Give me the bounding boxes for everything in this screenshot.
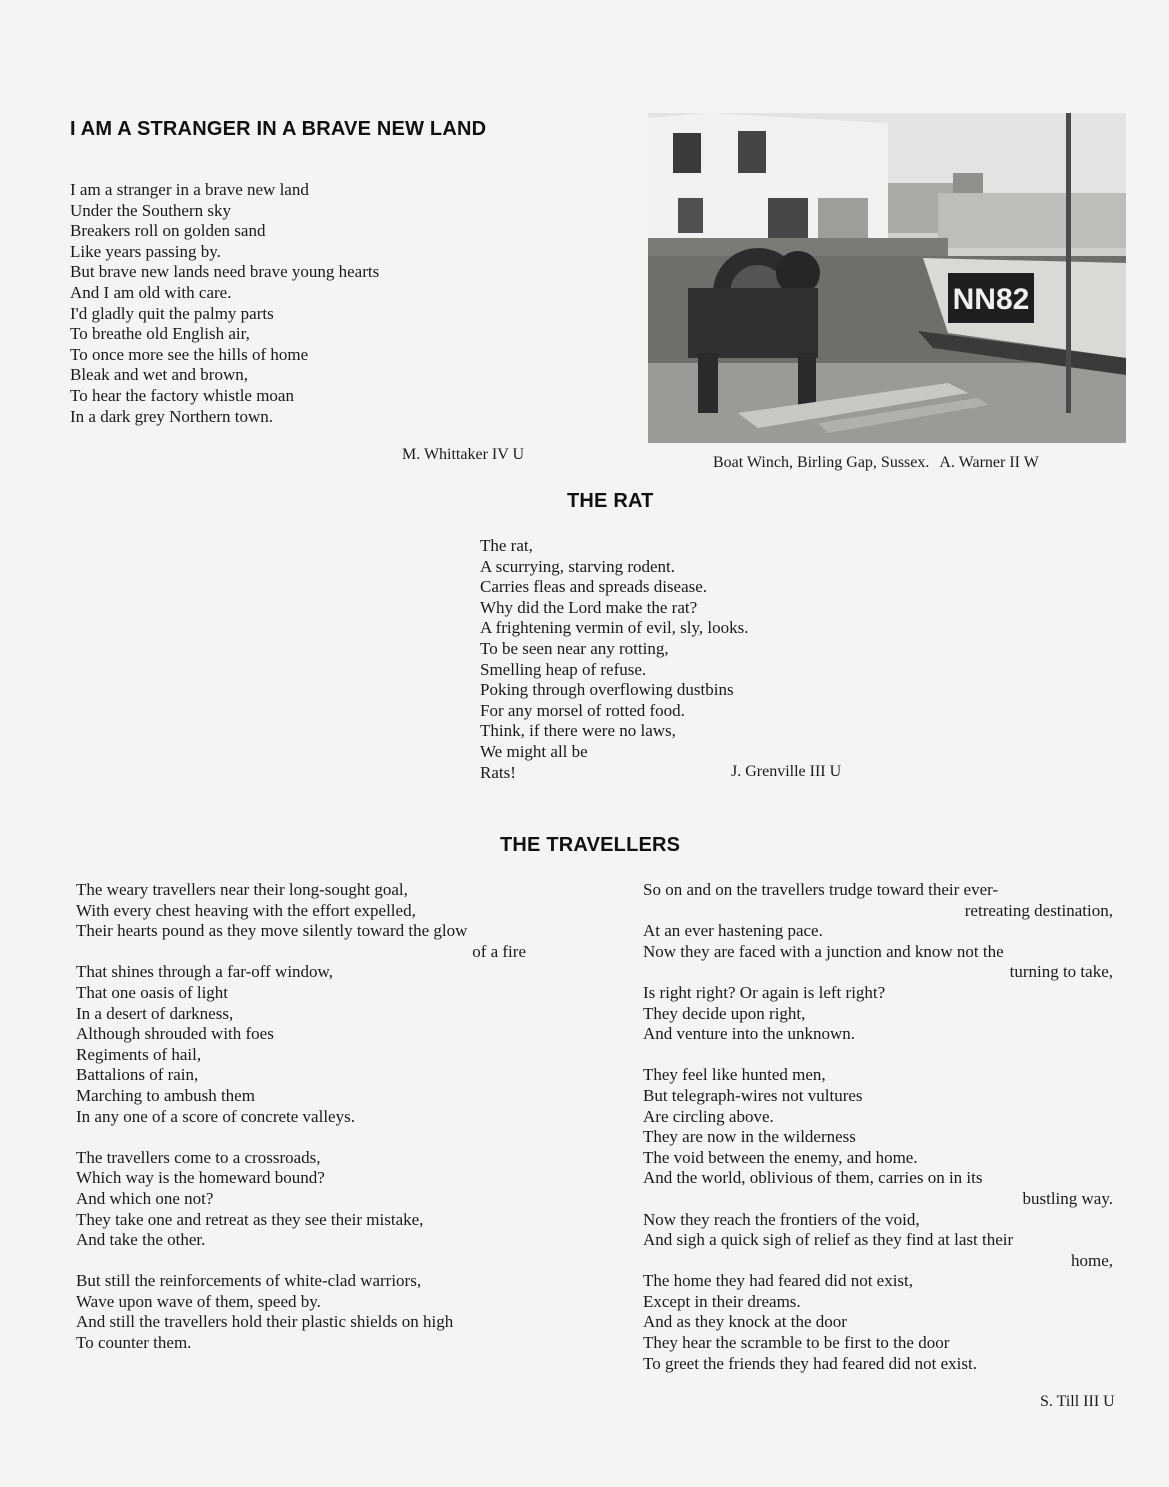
- poem-line: To greet the friends they had feared did not exist.: [643, 1353, 977, 1373]
- poem-line: Which way is the homeward bound?: [76, 1168, 325, 1188]
- poem-line: They decide upon right,: [643, 1003, 806, 1023]
- poem-line: They are now in the wilderness: [643, 1127, 856, 1147]
- poem-line: The weary travellers near their long-sought goal,: [76, 880, 408, 899]
- stanza-break: [643, 1045, 1113, 1066]
- poem-line: Poking through overflowing dustbins: [480, 680, 734, 700]
- poem-line: That one oasis of light: [76, 982, 229, 1002]
- poem-title-stranger: I AM A STRANGER IN A BRAVE NEW LAND: [70, 118, 487, 140]
- poem-line: I'd gladly quit the palmy parts: [70, 303, 274, 323]
- poem-line: A scurrying, starving rodent.: [480, 556, 675, 576]
- poem-line: To once more see the hills of home: [70, 344, 309, 364]
- poem-line: And the world, oblivious of them, carries on in its: [643, 1168, 983, 1188]
- poem-line: They feel like hunted men,: [643, 1065, 826, 1085]
- stanza-break: [76, 1127, 526, 1148]
- poem-line: Battalions of rain,: [76, 1065, 199, 1085]
- poem-line: Smelling heap of refuse.: [480, 659, 647, 679]
- poem-line-continuation: retreating destination,: [964, 900, 1113, 920]
- poem-body-stranger: [70, 180, 470, 427]
- poem-line: Under the Southern sky: [70, 200, 232, 220]
- poem-line: And venture into the unknown.: [643, 1024, 855, 1044]
- photo-caption-text: Boat Winch, Birling Gap, Sussex.: [713, 454, 930, 471]
- photo-illustration: [648, 113, 1126, 443]
- poem-line: And still the travellers hold their plastic shields on high: [76, 1312, 454, 1332]
- poem-line: But brave new lands need brave young hearts: [70, 262, 380, 282]
- poem-line: So on and on the travellers trudge toward their ever-: [643, 880, 999, 899]
- poem-line: Breakers roll on golden sand: [70, 221, 266, 241]
- poem-line: Wave upon wave of them, speed by.: [76, 1291, 321, 1311]
- poem-body-travellers-left: [76, 880, 526, 1354]
- poem-line: Their hearts pound as they move silently toward the glow: [76, 921, 468, 941]
- poem-line: I am a stranger in a brave new land: [70, 180, 309, 199]
- poem-line-continuation: home,: [1070, 1250, 1113, 1270]
- poem-line: In a desert of darkness,: [76, 1003, 234, 1023]
- poem-line-continuation: bustling way.: [1022, 1188, 1113, 1208]
- poem-line: Regiments of hail,: [76, 1044, 202, 1064]
- poem-line: The rat,: [480, 536, 533, 555]
- poem-line: Although shrouded with foes: [76, 1024, 274, 1044]
- poem-line: Except in their dreams.: [643, 1291, 801, 1311]
- poem-line: And as they knock at the door: [643, 1312, 847, 1332]
- poem-title-rat: THE RAT: [567, 490, 654, 512]
- poem-line: Is right right? Or again is left right?: [643, 982, 886, 1002]
- poem-line: They take one and retreat as they see their mistake,: [76, 1209, 424, 1229]
- poem-line: But telegraph-wires not vultures: [643, 1085, 863, 1105]
- poem-line: A frightening vermin of evil, sly, looks.: [480, 618, 749, 638]
- poem-line: Marching to ambush them: [76, 1085, 255, 1105]
- poem-line: In any one of a score of concrete valleys.: [76, 1106, 355, 1126]
- poem-line: The void between the enemy, and home.: [643, 1147, 918, 1167]
- poem-line: Now they are faced with a junction and know not the: [643, 941, 1004, 961]
- poem-author-till: S. Till III U: [1040, 1393, 1115, 1410]
- poem-line: To hear the factory whistle moan: [70, 385, 294, 405]
- photo-caption: [713, 454, 1039, 472]
- poem-line: But still the reinforcements of white-clad warriors,: [76, 1271, 422, 1291]
- poem-line: Think, if there were no laws,: [480, 721, 676, 741]
- poem-line: And sigh a quick sigh of relief as they find at last their: [643, 1230, 1014, 1250]
- poem-line-continuation: of a fire: [472, 941, 526, 961]
- poem-line: To be seen near any rotting,: [480, 638, 669, 658]
- poem-line: To counter them.: [76, 1333, 192, 1353]
- poem-line: And I am old with care.: [70, 282, 232, 302]
- poem-line: Bleak and wet and brown,: [70, 365, 248, 385]
- poem-line: Rats!: [480, 762, 516, 782]
- poem-line: And which one not?: [76, 1188, 214, 1208]
- poem-line: In a dark grey Northern town.: [70, 406, 273, 426]
- poem-body-rat: [480, 536, 880, 783]
- poem-line: We might all be: [480, 741, 588, 761]
- stanza-break: [76, 1251, 526, 1272]
- poem-line: Why did the Lord make the rat?: [480, 597, 698, 617]
- poem-author-grenville: J. Grenville III U: [731, 763, 842, 780]
- poem-line: With every chest heaving with the effort expelled,: [76, 900, 416, 920]
- boat-winch-photo: [648, 113, 1126, 443]
- poem-line: Are circling above.: [643, 1106, 774, 1126]
- poem-line: At an ever hastening pace.: [643, 921, 823, 941]
- poem-line: Now they reach the frontiers of the void,: [643, 1209, 920, 1229]
- poem-line: They hear the scramble to be first to the door: [643, 1333, 950, 1353]
- poem-author-whittaker: M. Whittaker IV U: [402, 446, 525, 463]
- poem-line: Carries fleas and spreads disease.: [480, 577, 708, 597]
- poem-line-continuation: turning to take,: [1009, 962, 1113, 982]
- poem-title-travellers: THE TRAVELLERS: [500, 834, 681, 856]
- poem-line: And take the other.: [76, 1230, 206, 1250]
- boat-registration-number: NN82: [952, 283, 1030, 316]
- poem-body-travellers-right: [643, 880, 1113, 1374]
- photo-credit: A. Warner II W: [939, 454, 1039, 471]
- poem-line: That shines through a far-off window,: [76, 962, 333, 982]
- poem-line: The home they had feared did not exist,: [643, 1271, 914, 1291]
- poem-line: For any morsel of rotted food.: [480, 700, 685, 720]
- poem-line: To breathe old English air,: [70, 324, 250, 344]
- poem-line: The travellers come to a crossroads,: [76, 1147, 321, 1167]
- poem-line: Like years passing by.: [70, 241, 221, 261]
